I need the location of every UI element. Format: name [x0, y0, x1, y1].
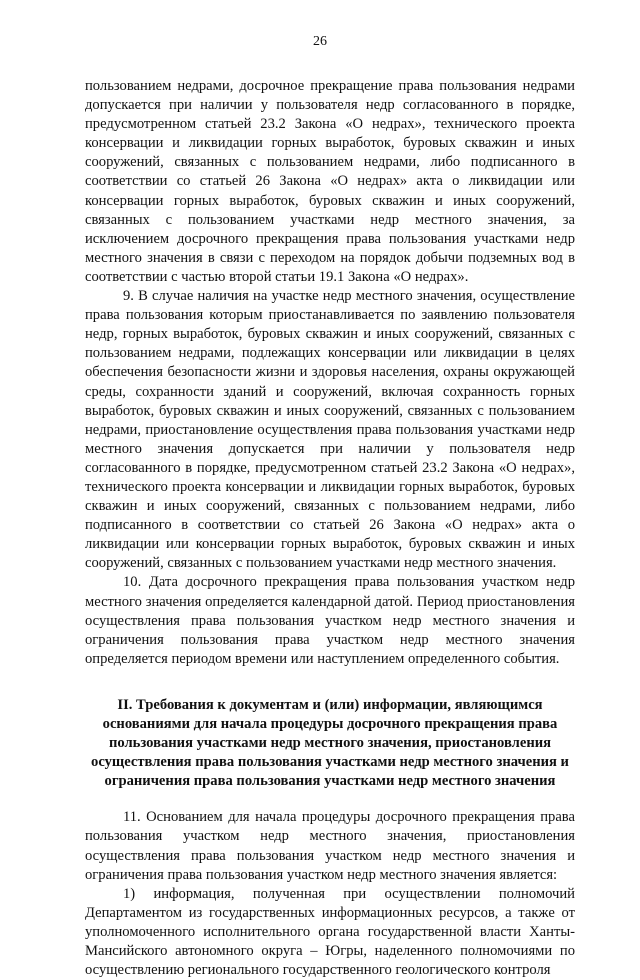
paragraph-11: 11. Основанием для начала процедуры досрочного прекращения права пользования участком недр местного значения, приостановления осуществления права пользования участком недр местного значения и ограничения права пользования участком недр местного значения является: [85, 809, 575, 883]
section-heading-line: ограничения права пользования участками недр местного значения [104, 773, 556, 790]
section-heading-line: осуществления права пользования участками недр местного значения и [91, 754, 569, 771]
page-number: 26 [313, 34, 327, 49]
paragraph-continuation: пользованием недрами, досрочное прекращение права пользования недрами допускается при наличии у пользователя недр согласованного в порядке, предусмотренном статьей 23.2 Закона «О недрах», технического проекта консервации и ликвидации горных выработок, буровых скважин и иных сооружений, связанных с пользованием недрами, либо подписанного в соответствии со статьей 26 Закона «О недрах» акта о ликвидации или консервации горных выработок, буровых скважин и иных сооружений, связанных с пользованием участками недр местного значения, за исключением досрочного прекращения права пользования участками недр местного значения в связи с переходом на порядок добычи подземных вод в соответствии с частью второй статьи 19.1 Закона «О недрах». [85, 78, 575, 285]
paragraph-10: 10. Дата досрочного прекращения права пользования участком недр местного значения определяется календарной датой. Период приостановления осуществления права пользования участком недр местного значения и ограничения пользования права участком недр местного значения определяется периодом времени или наступлением определенного события. [85, 574, 575, 667]
section-heading-line: II. Требования к документам и (или) информации, являющимся [117, 696, 543, 713]
page-content [85, 77, 575, 980]
paragraph-9: 9. В случае наличия на участке недр местного значения, осуществление права пользования которым приостанавливается по заявлению пользователя недр, горных выработок, буровых скважин и иных сооружений, связанных с пользованием недрами, подлежащих консервации или ликвидации в целях обеспечения безопасности жизни и здоровья населения, охраны окружающей среды, сохранности зданий и сооружений, включая сохранность горных выработок, буровых скважин и иных сооружений, связанных с пользованием недрами, приостановление осуществления права пользования участками недр местного значения допускается при наличии у пользователя недр согласованного в порядке, предусмотренном статьей 23.2 Закона «О недрах», технического проекта консервации и ликвидации горных выработок, буровых скважин и иных сооружений, связанных с пользованием недрами, либо подписанного в соответствии со статьей 26 Закона «О недрах» акта о ликвидации или консервации горных выработок, буровых скважин и иных сооружений, связанных с пользованием участками недр местного значения. [85, 288, 575, 572]
section-heading-line: основаниями для начала процедуры досрочного прекращения права [102, 716, 558, 732]
spacer [85, 791, 575, 808]
paragraph-11-item-1: 1) информация, полученная при осуществлении полномочий Департаментом из государственных информационных ресурсов, а также от уполномоченного исполнительного органа государственной власти Ханты-Мансийского автономного округа – Югры, наделенного полномочиями по осуществлению регионального государственного геологического контроля [85, 885, 575, 979]
section-heading-line: пользования участками недр местного значения, приостановления [108, 735, 552, 752]
section-heading [85, 696, 575, 791]
